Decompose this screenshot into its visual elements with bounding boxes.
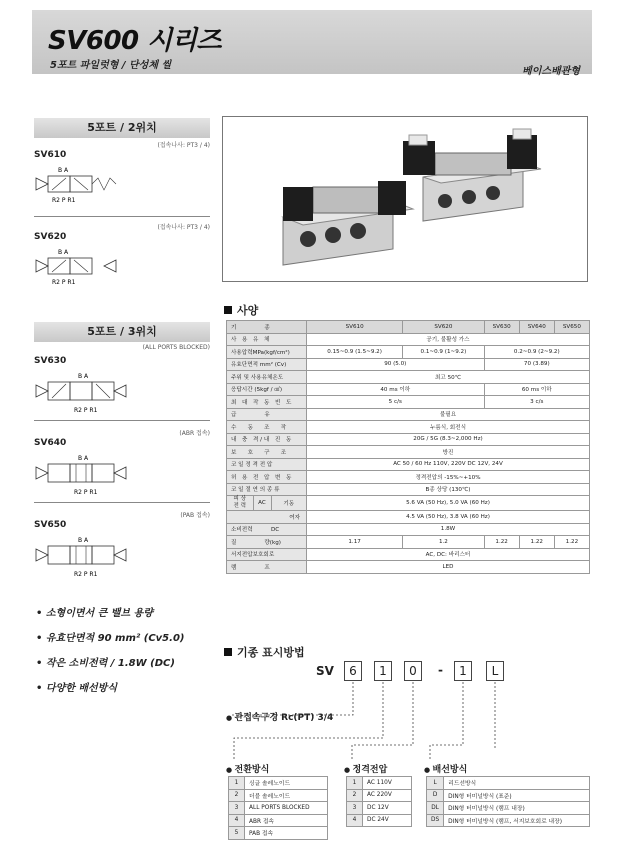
table-row: 5 PAB 접속: [229, 827, 328, 840]
ports-bottom: R2 P R1: [52, 197, 76, 204]
model-name: SV620: [34, 232, 67, 242]
table-row: 램 프 LED: [227, 561, 590, 574]
port-size-label: ● 관접속구경 Rc(PT) 3/4: [226, 710, 333, 723]
ports-bottom: R2 P R1: [52, 279, 76, 286]
table-row: 내 충 격 / 내 진 동 20G / 5G (8.3~2,000 Hz): [227, 433, 590, 446]
divider: [34, 216, 210, 217]
valve-image: [223, 117, 587, 281]
table-row: 유효단면적 mm² (Cv) 90 (5.0) 70 (3.89): [227, 358, 590, 371]
table-header-row: 기 종 SV610 SV620 SV630 SV640 SV650: [227, 321, 590, 334]
code-dash: -: [438, 663, 443, 677]
code-prefix: SV: [316, 664, 334, 678]
model-note: (PAB 접속): [180, 512, 210, 519]
code-box: 6: [344, 661, 362, 681]
svg-text:R2 P R1: R2 P R1: [74, 407, 98, 414]
section-title-2pos: 5포트 / 2위치: [34, 118, 210, 138]
spec-heading: 사양: [224, 302, 258, 318]
model-note: (ALL PORTS BLOCKED): [142, 344, 210, 351]
table-row: 허 용 전 압 변 동 정격전압의 -15%~+10%: [227, 471, 590, 484]
ports-top: B A: [58, 249, 69, 256]
table-row: 서지전압보호회로 AC, DC: 바리스터: [227, 548, 590, 561]
valve-symbol-sv640: [34, 452, 144, 498]
code-box: L: [486, 661, 504, 681]
divider: [34, 502, 210, 503]
table-row: 1 싱글 솔레노이드: [229, 777, 328, 790]
table-row: 4 DC 24V: [347, 814, 412, 827]
svg-text:B A: B A: [78, 537, 89, 544]
ports-top: B A: [58, 167, 69, 174]
model-note: (접속나사: PT3 / 4): [157, 224, 210, 231]
table-row: DS DIN형 터미널방식 (램프, 서지보호회로 내장): [427, 814, 590, 827]
switch-heading: ● 전환방식: [226, 762, 269, 775]
table-row: L 리드선방식: [427, 777, 590, 790]
model-name: SV640: [34, 438, 67, 448]
page-title: SV600 시리즈: [48, 26, 222, 56]
model-name: SV650: [34, 520, 67, 530]
wiring-heading: ● 배선방식: [424, 762, 467, 775]
model-name: SV610: [34, 150, 67, 160]
model-note: (접속나사: PT3 / 4): [157, 142, 210, 149]
table-row: 수 동 조 작 누름식, 회전식: [227, 421, 590, 434]
table-row: 보 호 구 조 방진: [227, 446, 590, 459]
table-row: 질 량(kg) 1.17 1.2 1.22 1.22 1.22: [227, 536, 590, 549]
wiring-table: [426, 776, 590, 827]
table-row: 1 AC 110V: [347, 777, 412, 790]
table-row: 코 일 정 격 전 압 AC 50 / 60 Hz 110V, 220V DC 12V, 24V: [227, 458, 590, 471]
valve-symbol-sv630: [34, 370, 144, 416]
feature-item: • 유효단면적 90 mm² (Cv5.0): [36, 633, 185, 644]
voltage-table: [346, 776, 412, 827]
product-photo: [222, 116, 588, 282]
table-row: 주위 및 사용유체온도 최고 50℃: [227, 371, 590, 384]
table-row: 소비전력 DC 1.8W: [227, 523, 590, 536]
table-row: 응답시간 (5kgf / ㎠) 40 ms 이하 60 ms 이하: [227, 383, 590, 396]
voltage-heading: ● 정격전압: [344, 762, 387, 775]
table-row: 사용압력MPa(kgf/cm²) 0.15~0.9 (1.5~9.2) 0.1~0.9 (1~9.2) 0.2~0.9 (2~9.2): [227, 346, 590, 359]
table-row: 2 더블 솔레노이드: [229, 789, 328, 802]
page-subtitle: 5포트 파일럿형 / 단성체 씰: [50, 60, 172, 71]
valve-symbol-sv610: [34, 164, 134, 206]
code-box: 1: [374, 661, 392, 681]
table-row: 피 상 전 력 AC 기동 5.6 VA (50 Hz), 5.0 VA (60 Hz): [227, 496, 590, 511]
svg-text:B A: B A: [78, 373, 89, 380]
spec-table: [226, 320, 590, 574]
feature-list: [36, 604, 184, 704]
feature-item: • 작은 소비전력 / 1.8W (DC): [36, 658, 175, 669]
header-category: 베이스배관형: [522, 66, 580, 77]
svg-text:B A: B A: [78, 455, 89, 462]
model-name: SV630: [34, 356, 67, 366]
code-box: 0: [404, 661, 422, 681]
valve-symbol-sv650: [34, 534, 144, 580]
table-row: 코 일 절 연 의 종 류 B종 상당 (130℃): [227, 483, 590, 496]
feature-item: • 소형이면서 큰 밸브 용량: [36, 608, 153, 619]
feature-item: • 다양한 배선방식: [36, 683, 117, 694]
table-row: 급 유 불필요: [227, 408, 590, 421]
table-row: 2 AC 220V: [347, 789, 412, 802]
table-row: 4 ABR 접속: [229, 814, 328, 827]
code-connectors: [220, 682, 520, 772]
code-box: 1: [454, 661, 472, 681]
table-row: D DIN형 터미널방식 (표준): [427, 789, 590, 802]
divider: [34, 420, 210, 421]
header-banner: [32, 10, 592, 77]
table-row: 여자 4.5 VA (50 Hz), 3.8 VA (60 Hz): [227, 511, 590, 524]
model-note: (ABR 접속): [179, 430, 210, 437]
table-row: DL DIN형 터미널방식 (램프 내장): [427, 802, 590, 815]
table-row: 사 용 유 체 공기, 불활성 가스: [227, 333, 590, 346]
valve-symbol-sv620: [34, 246, 134, 288]
table-row: 3 ALL PORTS BLOCKED: [229, 802, 328, 815]
svg-text:R2 P R1: R2 P R1: [74, 571, 98, 578]
table-row: 최 대 작 동 빈 도 5 c/s 3 c/s: [227, 396, 590, 409]
section-title-3pos: 5포트 / 3위치: [34, 322, 210, 342]
svg-text:R2 P R1: R2 P R1: [74, 489, 98, 496]
switch-table: [228, 776, 328, 840]
order-heading: 기종 표시방법: [224, 644, 305, 660]
table-row: 3 DC 12V: [347, 802, 412, 815]
